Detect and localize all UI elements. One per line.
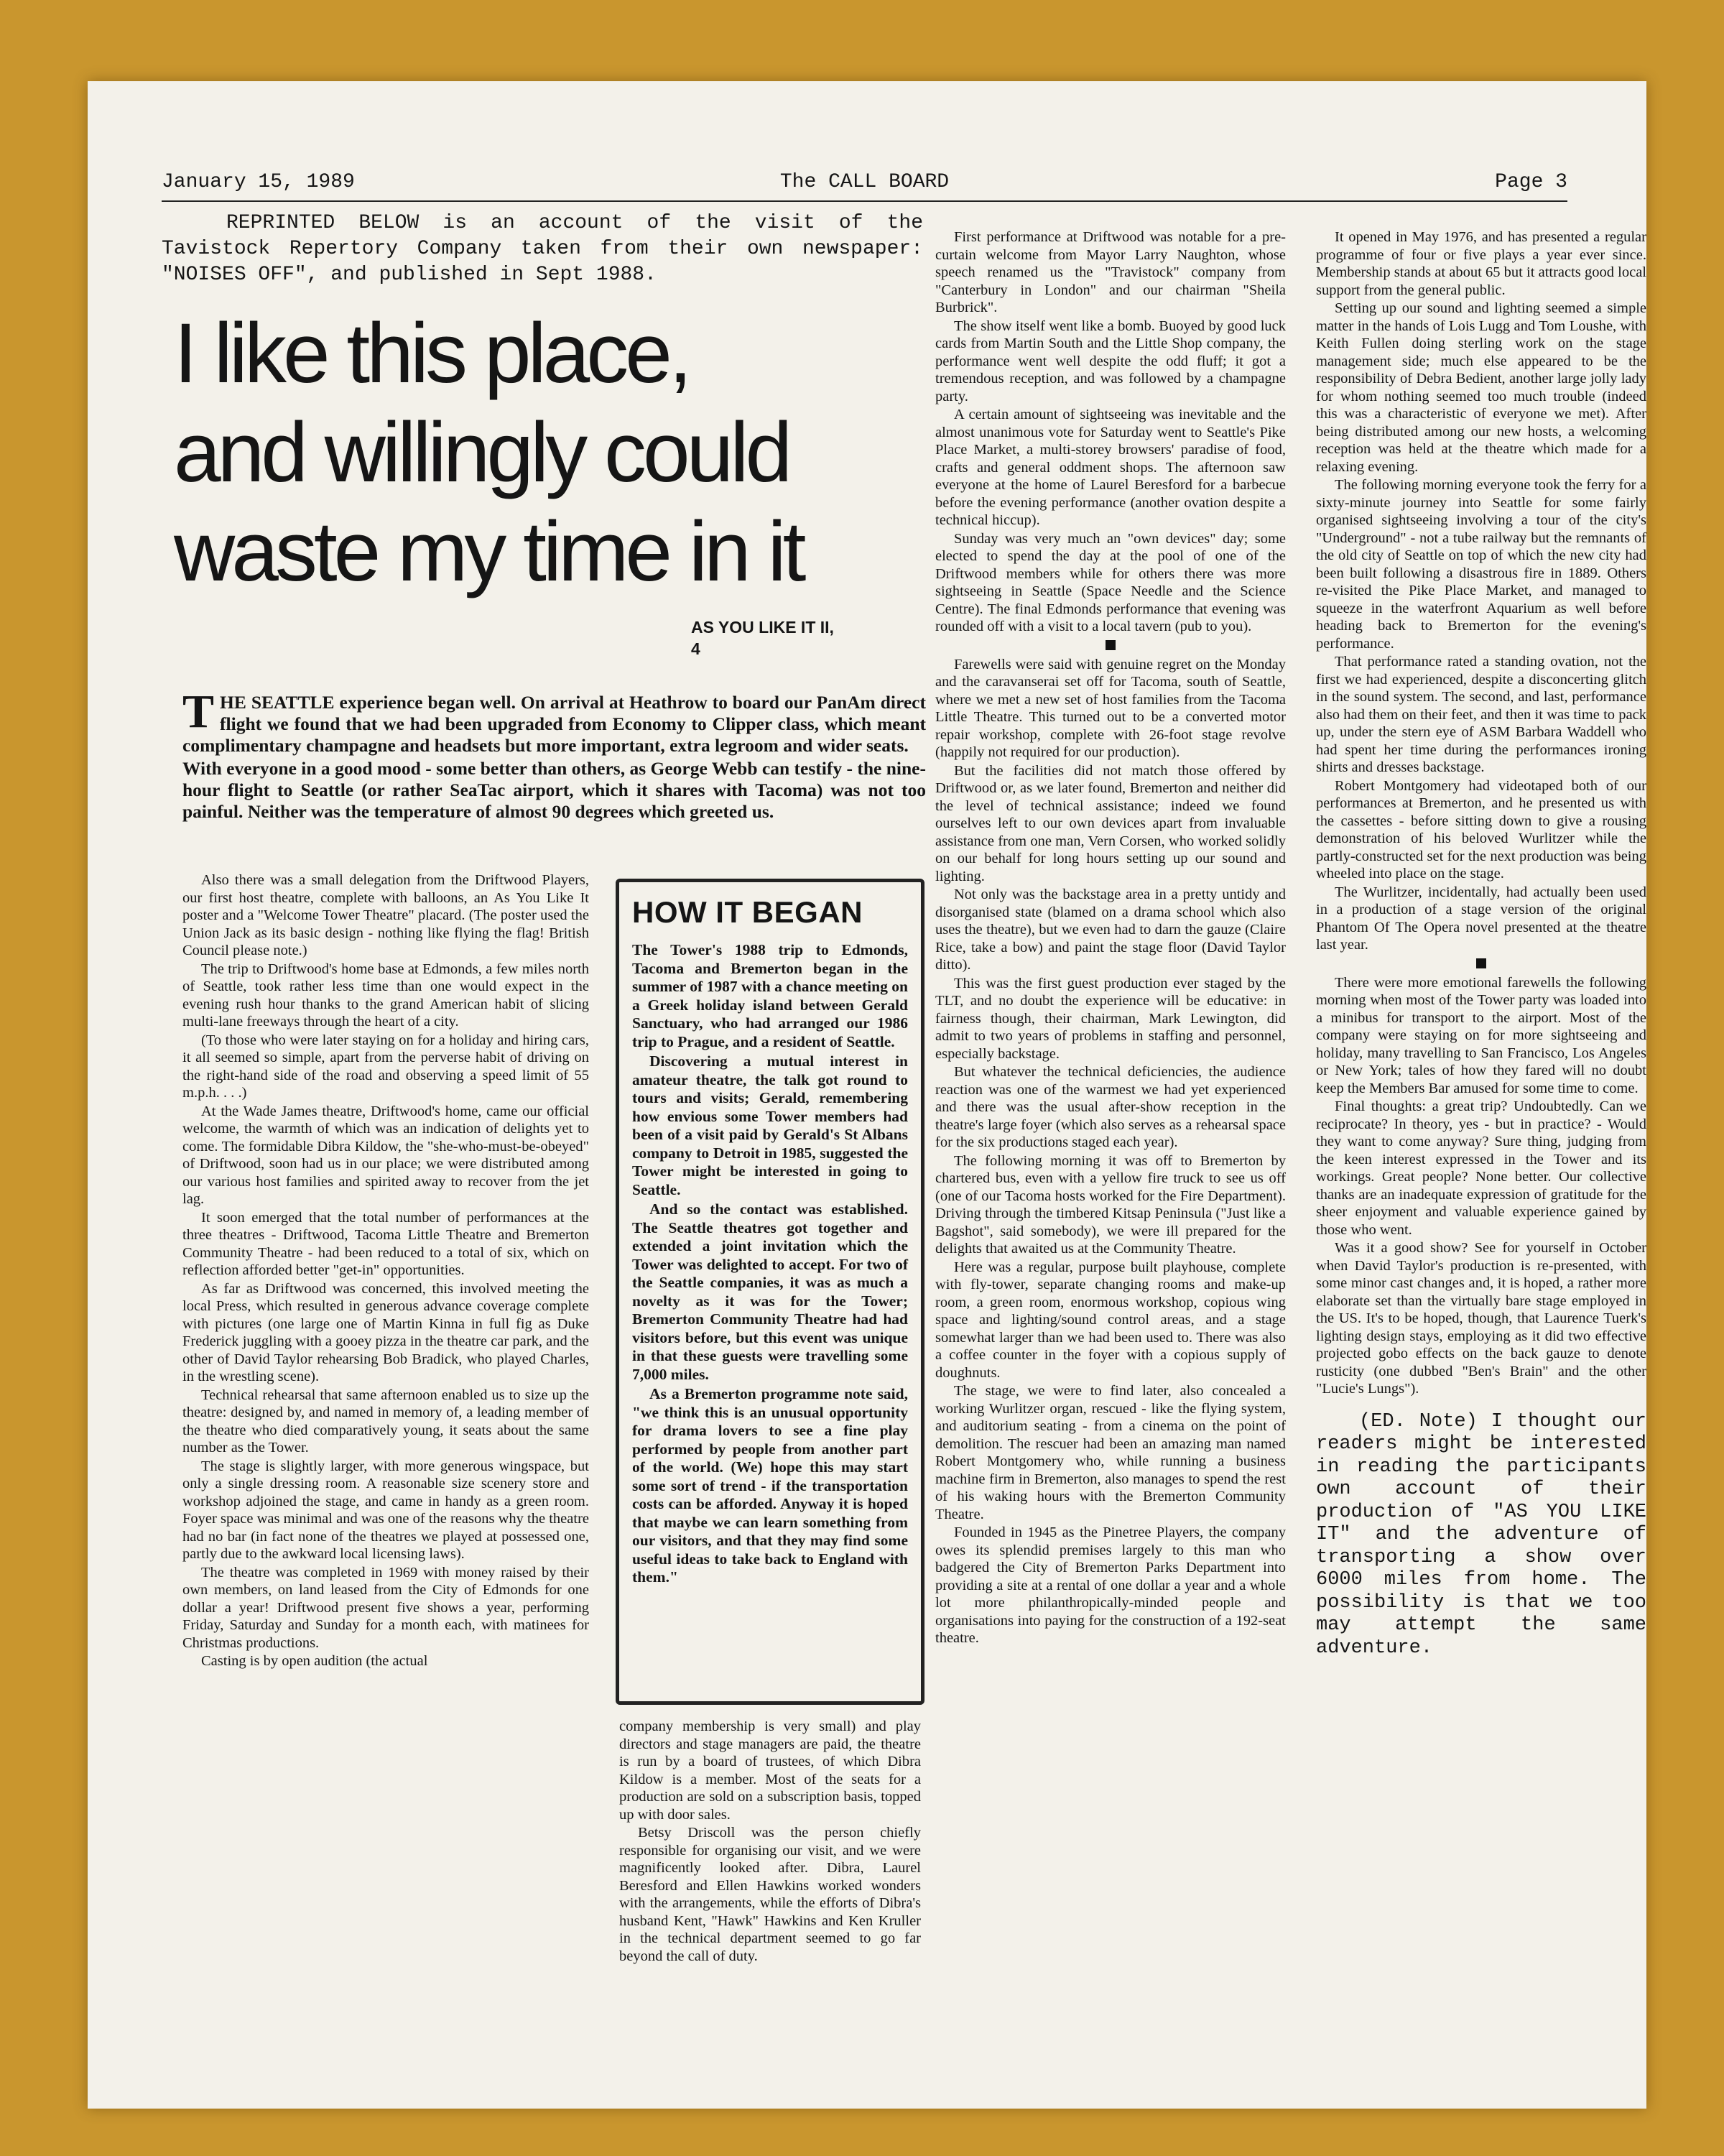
paragraph: Not only was the backstage area in a pretty untidy and disorganised state (blamed on a drama school which also uses the theatre), but we even had to darn the gauze (Claire Rice, take a bow) and paint the stage floor (David Taylor ditto). (935, 887, 1286, 973)
paragraph: Betsy Driscoll was the person chiefly responsible for organising our visit, and we were magnificently looked after. Dibra, Laurel Beresford and Ellen Hawkins worked wonders with the arrangements, while the efforts of Dibra's husband Kent, "Hawk" Hawkins and Ken Kruller in the technical department seemed to go far beyond the call of duty. (619, 1825, 921, 1964)
lead-paragraphs (182, 685, 926, 824)
how-it-began-box (616, 879, 924, 1705)
paragraph: The stage, we were to find later, also concealed a working Wurlitzer organ, rescued - like the flying system, and auditorium seating - from a cinema on the point of demolition. The rescuer had been an amazing man named Robert Montgomery who, while running a business machine firm in Bremerton, also manages to spend the rest of his waking hours with the Bremerton Community Theatre. (935, 1383, 1286, 1522)
editor-note: (ED. Note) I thought our readers might be interested in reading the participants own account of their production of "AS YOU LIKE IT" and the adventure of transporting a show over 6000 miles from home. The possibility is that we too may attempt the same adventure. (1316, 1410, 1646, 1659)
box-title: HOW IT BEGAN (632, 895, 863, 929)
column-2 (619, 1718, 921, 1966)
drop-cap: T (182, 685, 215, 738)
paragraph: This was the first guest production ever staged by the TLT, and no doubt the experience will be educative: in fairness though, their chairman, Mark Lewington, did admit to two years of problems in staffing and personnel, especially backstage. (935, 975, 1286, 1062)
paragraph: Farewells were said with genuine regret on the Monday and the caravanserai set off for Tacoma, south of Seattle, where we met a new set of host families from the Tacoma Little Theatre. This turned out to be a converted motor repair workshop, complete with 26-foot stage revolve (happily not required for our production). (935, 656, 1286, 760)
lead-paragraph: THE SEATTLE experience began well. On arrival at Heathrow to board our PanAm direct flight we found that we had been upgraded from Economy to Clipper class, which meant complimentary champagne and headsets but more important, extra legroom and wider seats. (182, 685, 926, 756)
paragraph: Casting is by open audition (the actual (201, 1653, 428, 1669)
paragraph: A certain amount of sightseeing was inevitable and the almost unanimous vote for Saturday went to Seattle's Pike Place Market, a multi-storey browsers' paradise of food, crafts and general oddment shops. The afternoon saw everyone at the home of Laurel Beresford for a barbecue before the evening performance (another ovation despite a technical hiccup). (935, 407, 1286, 528)
paragraph: Technical rehearsal that same afternoon enabled us to size up the theatre: designed by, and named in memory of, a leading member of the theatre who died comparatively young, it seats about the same number as the Tower. (182, 1387, 589, 1456)
paragraph: Robert Montgomery had videotaped both of our performances at Bremerton, and he presented us with the cassettes - before sitting down to give a rousing demonstration of his beloved Wurlitzer while the partly-constructed set for the next production was being wheeled into place on the stage. (1316, 777, 1646, 882)
paragraph: As far as Driftwood was concerned, this involved meeting the local Press, which resulted in generous advance coverage complete with pictures (one large one of Martin Kinna in full fig as Duke Frederick juggling with a gooey pizza in the theatre car park, and the other of David Taylor rehearsing Bob Bradick, who played Charles, in the wrestling scene). (182, 1280, 589, 1384)
paragraph: The trip to Driftwood's home base at Edmonds, a few miles north of Seattle, took rather less time than one would expect in the evening rush hour thanks to the grand American habit of slicing multi-lane freeways through the heart of a city. (182, 961, 589, 1030)
paragraph: The Tower's 1988 trip to Edmonds, Tacoma and Bremerton began in the summer of 1987 with a chance meeting on a Greek holiday island between Gerald Sanctuary, who had arranged our 1986 trip to Prague, and a resident of Seattle. (632, 941, 908, 1050)
header-title: The CALL BOARD (779, 171, 950, 193)
paragraph: The following morning everyone took the ferry for a sixty-minute journey into Seattle for some fairly organised sightseeing involving a tour of the city's "Underground" - not a tube railway but the remnants of the old city of Seattle on top of which the new city had been built following a disastrous fire in 1889. Others re-visited the Pike Place Market, and managed to squeeze in the waterfront Aquarium as well before heading back to Bremerton for the evening's performance. (1316, 477, 1646, 652)
section-bullet (1106, 640, 1116, 650)
paragraph: Here was a regular, purpose built playhouse, complete with fly-tower, separate changing rooms and make-up room, a green room, enormous workshop, copious wing space and lighting/sound control areas, and a stage somewhat larger than we had been used to. There was also a coffee counter in the foyer with a copious supply of doughnuts. (935, 1259, 1286, 1381)
paragraph: First performance at Driftwood was notable for a pre-curtain welcome from Mayor Larry Naughton, whose speech renamed us the "Travistock" company from "Canterbury in London" and our chairman "Sheila Burbrick". (935, 229, 1286, 315)
paragraph: It soon emerged that the total number of performances at the three theatres - Driftwood, Tacoma Little Theatre and Bremerton Community Theatre - had been reduced to a total of six, which on reflection afforded better "get-in" opportunities. (182, 1209, 589, 1278)
lead-paragraph: With everyone in a good mood - some better than others, as George Webb can testify - the nine-hour flight to Seattle (or rather SeaTac airport, which it shares with Tacoma) was not too painful. Neither was the temperature of almost 90 degrees which greeted us. (182, 758, 926, 822)
newspaper-page (88, 81, 1646, 2109)
paragraph: Was it a good show? See for yourself in October when David Taylor's production is re-presented, with some minor cast changes and, it is hoped, a rather more elaborate set than the virtually bare stage employed in the US. It's to be hoped, though, that Laurence Tuerk's lighting design stays, employing as it did two effective projected gobo effects on the back gauze to denote rusticity (one dubbed "Ben's Brain" and the other "Lucie's Lungs"). (1316, 1240, 1646, 1397)
header-page-number: Page 3 (1495, 171, 1567, 193)
paragraph: Discovering a mutual interest in amateur theatre, the talk got round to tours and visits; Gerald, remembering how envious some Tower members had been of a visit paid by Gerald's St Albans company to Detroit in 1985, suggested the Tower might be interested in going to Seattle. (632, 1052, 908, 1198)
quote-source: AS YOU LIKE IT II, 4 (691, 618, 834, 658)
paragraph: There were more emotional farewells the following morning when most of the Tower party was loaded into a minibus for transport to the airport. Most of the company were staying on for more sightseeing and holiday, many travelling to San Francisco, Los Angeles or New York; tales of how they fared will no doubt keep the Members Bar amused for some time to come. (1316, 974, 1646, 1096)
paragraph: The Wurlitzer, incidentally, had actually been used in a production of a stage version of the original Phantom Of The Opera novel presented at the theatre last year. (1316, 884, 1646, 953)
paragraph: And so the contact was established. The Seattle theatres got together and extended a joint invitation which the Tower was delighted to accept. For two of the Seattle companies, it was as much a novelty as it was for the Tower; Bremerton Community Theatre had had visitors before, but this event was unique in that these guests were travelling some 7,000 miles. (632, 1200, 908, 1383)
paragraph: The stage is slightly larger, with more generous wingspace, but only a single dressing room. A reasonable size scenery store and workshop adjoined the stage, and came in handy as a green room. Foyer space was minimal and was one of the reasons why the theatre had no bar (in fact none of the theatres we played at possessed one, partly due to the awkward local licensing laws). (182, 1458, 589, 1562)
paragraph: It opened in May 1976, and has presented a regular programme of four or five plays a year ever since. Membership stands at about 65 but it attracts good local support from the general public. (1316, 229, 1646, 298)
paragraph: Founded in 1945 as the Pinetree Players, the company owes its splendid premises largely to this man who badgered the City of Bremerton Parks Department into providing a site at a rental of one dollar a year and a whole lot more philanthropically-minded people and organisations into paying for the construction of a 192-seat theatre. (935, 1525, 1286, 1646)
header-date: January 15, 1989 (162, 171, 355, 193)
column-4 (1316, 228, 1646, 1660)
section-bullet (1476, 958, 1486, 968)
paragraph: But the facilities did not match those offered by Driftwood or, as we later found, Bremerton and neither did the level of technical assistance; indeed we found ourselves left to our own devices apart from invaluable assistance from one man, Vern Corsen, who worked solidly on our behalf for long hours setting up our sound and lighting. (935, 762, 1286, 884)
page-header (162, 171, 1567, 200)
paragraph: Sunday was very much an "own devices" day; some elected to spend the day at the pool of one of the Driftwood members while for others there was more sightseeing in Seattle (Space Needle and the Science Centre). The final Edmonds performance that evening was rounded off with a visit to a local tavern (pub to you). (935, 530, 1286, 634)
column-1 (182, 871, 589, 1671)
paragraph: At the Wade James theatre, Driftwood's home, came our official welcome, the warmth of which was an indication of delights yet to come. The formidable Dibra Kildow, the "she-who-must-be-obeyed" of Driftwood, soon had us in our place; we were distributed among our various host families and spirited away to recover from the jet lag. (182, 1103, 589, 1207)
paragraph: As a Bremerton programme note said, "we think this is an unusual opportunity for drama lovers to see a fine play performed by people from another part of the world. (We) hope this may start some sort of trend - if the transportation costs can be afforded. Anyway it is hoped that maybe we can learn something from our visitors, and that they may find some useful ideas to take back to England with them." (632, 1385, 908, 1586)
column-3 (935, 228, 1286, 1648)
header-rule (162, 200, 1567, 202)
paragraph: The following morning it was off to Bremerton by chartered bus, even with a yellow fire truck to see us off (one of our Tacoma hosts worked for the Fire Department). Driving through the timbered Kitsap Peninsula ("Just like a Bagshot", said somebody), we were ill prepared for the delights that awaited us at the Community Theatre. (935, 1152, 1286, 1257)
box-body (632, 941, 908, 1587)
paragraph: That performance rated a standing ovation, not the first we had experienced, despite a disconcerting glitch in the sound system. The second, and last, performance also had them on their feet, and then it was time to pack up, under the stern eye of ASM Barbara Waddell who had spent her time during the performances ironing shirts and dresses backstage. (1316, 654, 1646, 775)
paragraph: (To those who were later staying on for a holiday and hiring cars, it all seemed so simple, apart from the perverse habit of driving on the right-hand side of the road and observing a speed limit of 55 m.p.h. . . .) (182, 1032, 589, 1101)
paragraph: But whatever the technical deficiencies, the audience reaction was one of the warmest we had yet experienced and there was the usual after-show reception in the theatre's large foyer (which also serves as a rehearsal space for the six productions staged each year). (935, 1064, 1286, 1150)
paragraph: Setting up our sound and lighting seemed a simple matter in the hands of Lois Lugg and Tom Loushe, with Keith Fullen doing sterling work on the stage management side; much else appeared to be the responsibility of Debra Bedient, another large jolly lady for whom nothing seemed too much trouble (indeed this was a characteristic of everyone we met). After being distributed among our new hosts, a welcoming reception was held at the theatre which made for a relaxing evening. (1316, 300, 1646, 475)
headline: I like this place, and willingly could waste my time in it (174, 306, 803, 599)
paragraph: The show itself went like a bomb. Buoyed by good luck cards from Martin South and the Little Shop company, the performance went well despite the odd fluff; it got a tremendous reception, and was followed by a champagne party. (935, 318, 1286, 404)
paragraph: company membership is very small) and play directors and stage managers are paid, the theatre is run by a board of trustees, of which Dibra Kildow is a member. Most of the seats for a production are sold on a subscription basis, topped up with door sales. (619, 1718, 921, 1823)
paragraph: Final thoughts: a great trip? Undoubtedly. Can we reciprocate? In theory, yes - but in practice? - Would they want to come anyway? Sure thing, judging from the keen interest expressed in the Tower and its workings. Great people? None better. Our collective thanks are an inadequate expression of gratitude for the sheer enjoyment and valuable experience gained by those who went. (1316, 1098, 1646, 1238)
paragraph: Also there was a small delegation from the Driftwood Players, our first host theatre, complete with balloons, an As You Like It poster and a "Welcome Tower Theatre" placard. (The poster used the Union Jack as its basic design - nothing like flying the flag! British Council please note.) (182, 872, 589, 958)
paragraph: The theatre was completed in 1969 with money raised by their own members, on land leased from the City of Edmonds for one dollar a year! Driftwood present five shows a year, performing Friday, Saturday and Sunday for a month each, with matinees for Christmas productions. (182, 1564, 589, 1651)
intro-note: REPRINTED BELOW is an account of the visit of the Tavistock Repertory Company taken from their own newspaper: "NOISES OFF", and published in Sept 1988. (162, 212, 923, 286)
